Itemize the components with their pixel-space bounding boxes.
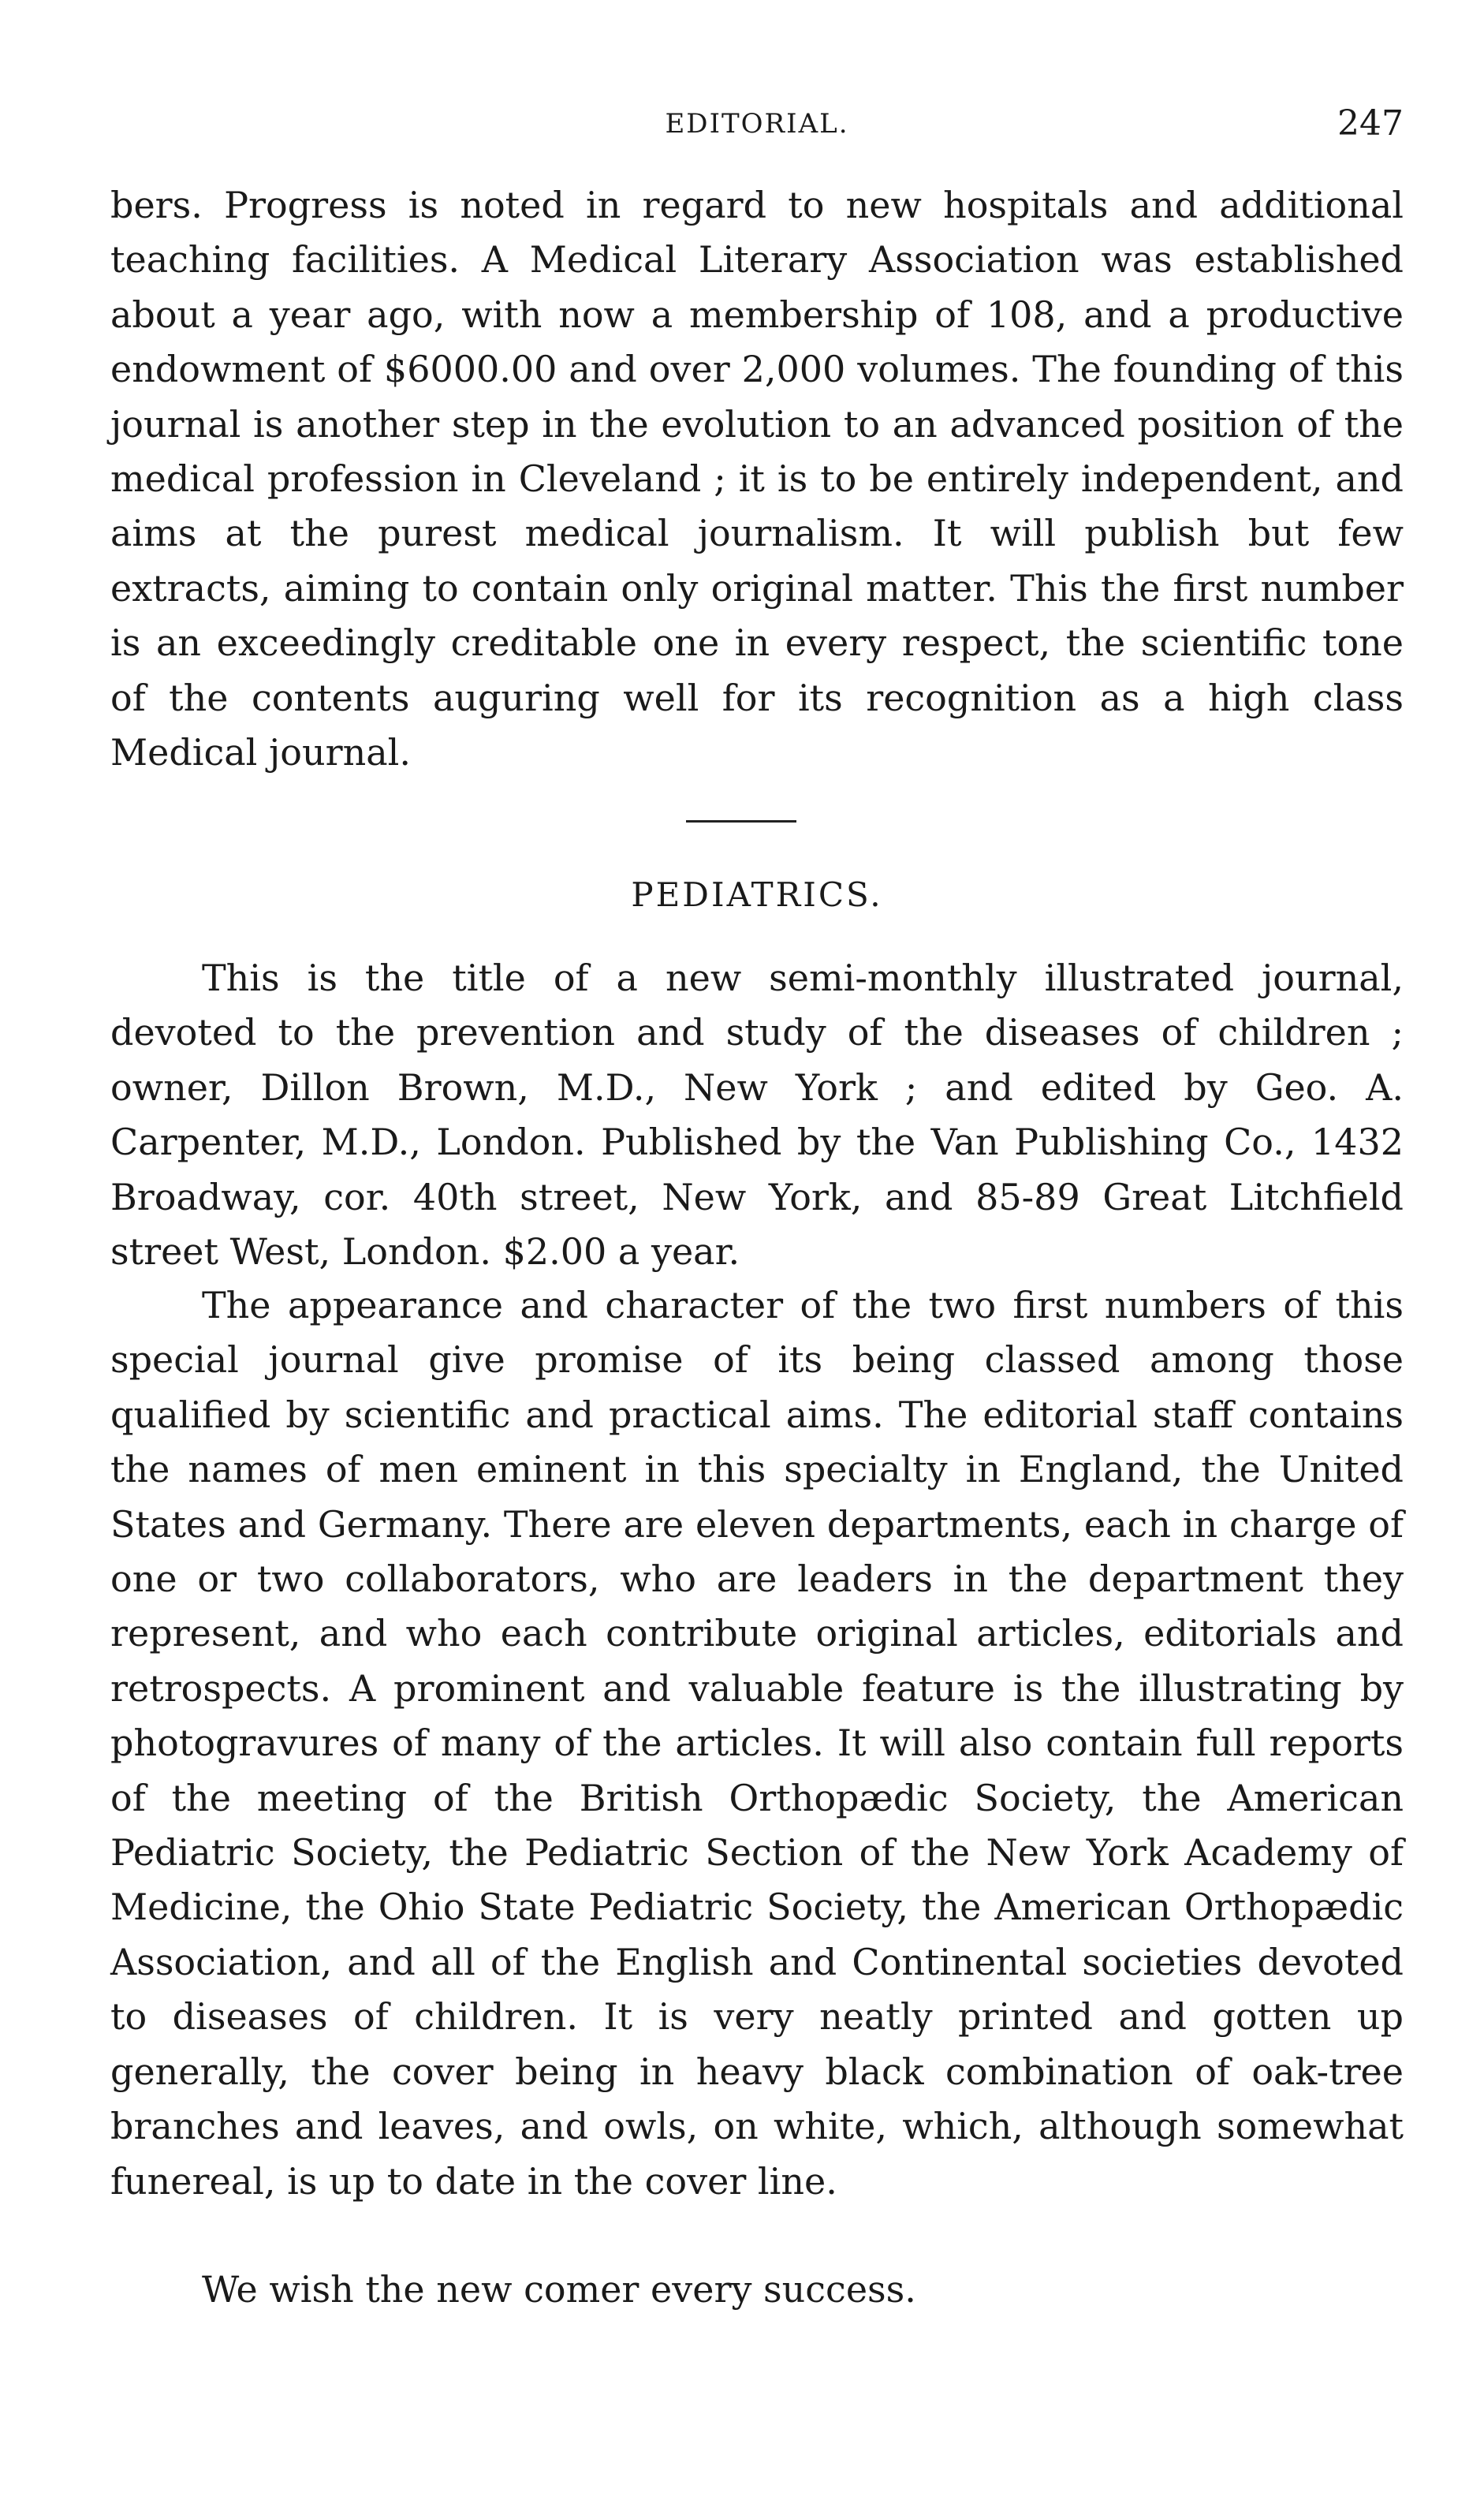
closing-paragraph: We wish the new comer every success. [202, 2268, 916, 2311]
body-paragraph: The appearance and character of the two first numbers of this special journal give promise of its being classed among those qualified by scientific and practical aims. The editorial staff contains the names of men eminent in this specialty in England, the United States and Germany. There are eleven departments, each in charge of one or two collaborators, who are leaders in the department they represent, and who each contribute original articles, editorials and retrospects. A prominent and valuable feature is the illustrating by photogravures of many of the articles. It will also contain full reports of the meeting of the British Orthopædic Society, the American Pediatric Society, the Pediatric Section of the New York Academy of Medicine, the Ohio State Pediatric Society, the American Orthopædic Association, and all of the English and Continental societies devoted to diseases of children. It is very neatly printed and gotten up generally, the cover being in heavy black combination of oak-tree branches and leaves, and owls, on white, which, although somewhat funereal, is up to date in the cover line. [110, 1284, 1404, 2203]
continuation-paragraph: bers. Progress is noted in regard to new hospitals and additional teaching facilities. A Medical Literary Association was established about a year ago, with now a membership of 108, and a productive endowment of $6000.00 and over 2,000 volumes. The founding of this journal is another step in the evolution to an advanced position of the medical profession in Cleveland ; it is to be entirely independent, and aims at the purest medical journalism. It will publish but few extracts, aiming to contain only original matter. This the first number is an exceedingly creditable one in every respect, the scientific tone of the contents auguring well for its recognition as a high class Medical journal. [110, 184, 1404, 774]
running-title: EDITORIAL. [665, 108, 849, 140]
page-number: 247 [1337, 103, 1404, 144]
section-divider [686, 820, 796, 823]
running-head [110, 96, 1404, 151]
section-heading: PEDIATRICS. [631, 875, 883, 914]
body-paragraph: This is the title of a new semi-monthly illustrated journal, devoted to the prevention and study of the diseases of children ; owner, Dillon Brown, M.D., New York ; and edited by Geo. A. Carpenter, M.D., London. Published by the Van Publishing Co., 1432 Broadway, cor. 40th street, New York, and 85-89 Great Litchfield street West, London. $2.00 a year. [110, 957, 1404, 1274]
